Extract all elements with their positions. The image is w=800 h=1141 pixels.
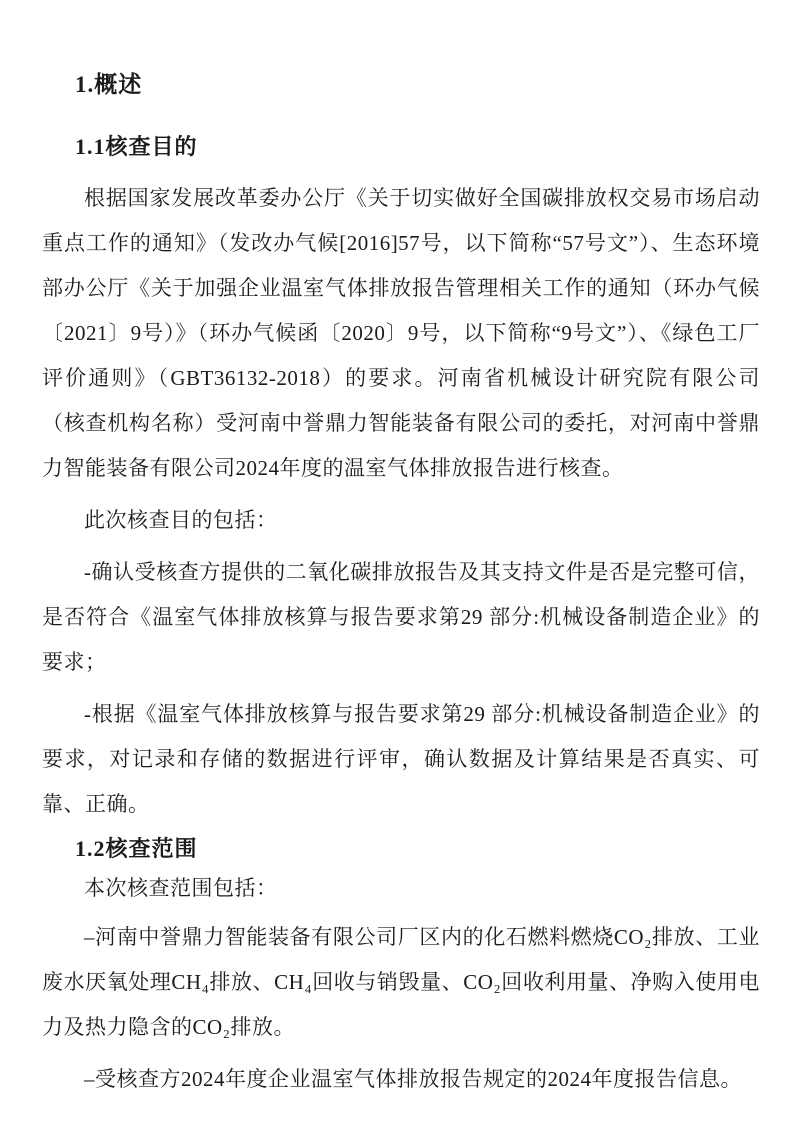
section-heading: 1.概述 [75,72,143,97]
paragraph: 此次核查目的包括： [84,508,278,532]
paragraph: –河南中誉鼎力智能装备有限公司厂区内的化石燃料燃烧CO₂排放、工业废水厌氧处理CH₄排放、CH₄回收与销毁量、CO₂回收利用量、净购入使用电力及热力隐含的CO₂排放。 [42,925,760,1039]
paragraph: 本次核查范围包括： [84,876,278,900]
paragraph: -确认受核查方提供的二氧化碳排放报告及其支持文件是否是完整可信，是否符合《温室气体排放核算与报告要求第29 部分:机械设备制造企业》的要求； [42,560,760,674]
section-heading: 1.2核查范围 [75,836,198,861]
paragraph: 根据国家发展改革委办公厅《关于切实做好全国碳排放权交易市场启动重点工作的通知》（发改办气候[2016]57号，以下简称“57号文”）、生态环境部办公厅《关于加强企业温室气体排放报告管理相关工作的通知（环办气候〔2021〕9号）》（环办气候函〔2020〕9号，以下简称“9号文”）、《绿色工厂评价通则》（GBT36132-2018）的要求。河南省机械设计研究院有限公司（核查机构名称）受河南中誉鼎力智能装备有限公司的委托，对河南中誉鼎力智能装备有限公司2024年度的温室气体排放报告进行核查。 [42,186,760,480]
section-heading: 1.1核查目的 [75,134,198,159]
paragraph: -根据《温室气体排放核算与报告要求第29 部分:机械设备制造企业》的要求，对记录和存储的数据进行评审，确认数据及计算结果是否真实、可靠、正确。 [42,702,760,816]
paragraph: –受核查方2024年度企业温室气体排放报告规定的2024年度报告信息。 [84,1067,742,1091]
